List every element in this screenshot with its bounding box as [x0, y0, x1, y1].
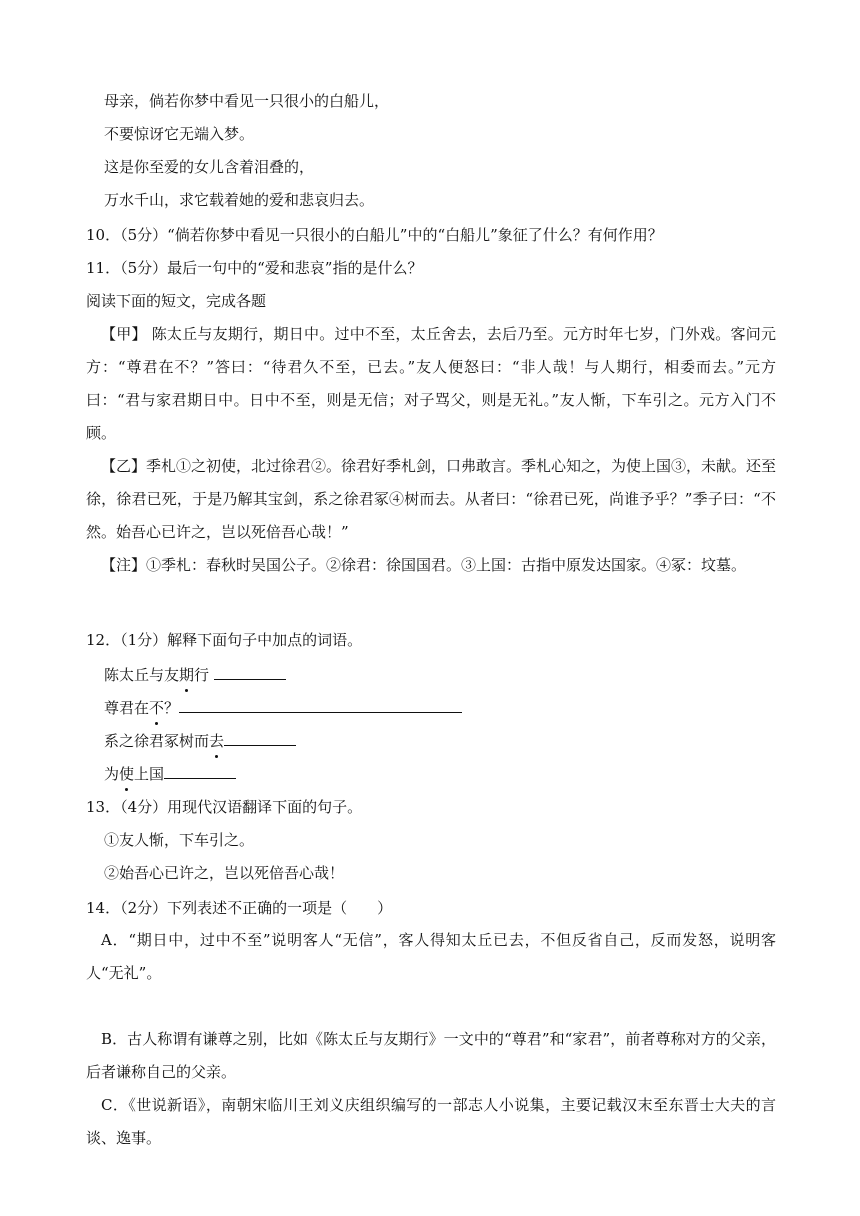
dotted-word: 不	[149, 699, 165, 717]
option-b: B．古人称谓有谦尊之别，比如《陈太丘与友期行》一文中的“尊君”和“家君”，前者尊称对方的父亲，后者谦称自己的父亲。	[86, 1030, 776, 1081]
passage-jia: 【甲】 陈太丘与友期行，期日中。过中不至，太丘舍去，去后乃至。元方时年七岁，门外戏。客问元方：“尊君在不？”答曰：“待君久不至，已去。”友人便怒曰：“非人哉！与人期行，相委而去。”元方曰：“君与家君期日中。日中不至，则是无信；对子骂父，则是无礼。”友人惭，下车引之。元方入门不顾。	[86, 325, 776, 442]
answer-blank[interactable]	[214, 663, 286, 680]
option-a: A．“期日中，过中不至”说明客人“无信”，客人得知太丘已去，不但反省自己，反而发怒，说明客人“无礼”。	[86, 931, 776, 982]
question-13-title: 13．（4分）用现代汉语翻译下面的句子。	[86, 798, 363, 816]
poem-line: 这是你至爱的女儿含着泪叠的，	[104, 158, 315, 176]
question-12-title: 12．（1分）解释下面句子中加点的词语。	[86, 631, 363, 649]
q13-item: ①友人惭，下车引之。	[104, 831, 255, 849]
poem-line: 母亲，倘若你梦中看见一只很小的白船儿，	[104, 92, 390, 110]
question-14-title: 14．（2分）下列表述不正确的一项是（ ）	[86, 899, 393, 917]
option-c: C．《世说新语》，南朝宋临川王刘义庆组织编写的一部志人小说集，主要记载汉末至东晋士大夫的言谈、逸事。	[86, 1096, 776, 1147]
question-11: 11．（5分）最后一句中的“爱和悲哀”指的是什么？	[86, 259, 423, 277]
q12-item: 为使上国	[104, 762, 236, 784]
dotted-word: 去	[209, 732, 225, 750]
q13-item: ②始吾心已许之，岂以死倍吾心哉！	[104, 864, 345, 882]
passage-yi: 【乙】季札①之初使，北过徐君②。徐君好季札剑，口弗敢言。季札心知之，为使上国③，未献。还至徐，徐君已死，于是乃解其宝剑，系之徐君冢④树而去。从者曰：“徐君已死，尚谁予乎？”季子曰：“不然。始吾心已许之，岂以死倍吾心哉！”	[86, 457, 777, 541]
q12-item: 陈太丘与友期行	[104, 663, 286, 685]
dotted-word: 期	[179, 666, 195, 684]
answer-blank[interactable]	[179, 696, 462, 713]
answer-blank[interactable]	[224, 729, 296, 746]
question-10: 10．（5分）“倘若你梦中看见一只很小的白船儿”中的“白船儿”象征了什么？有何作用？	[86, 226, 663, 244]
q12-item: 系之徐君冢树而去	[104, 729, 296, 751]
annotation-note: 【注】①季札：春秋时吴国公子。②徐君：徐国国君。③上国：古指中原发达国家。④冢：坟墓。	[101, 556, 747, 574]
dotted-word: 使	[119, 765, 135, 783]
poem-line: 不要惊讶它无端入梦。	[104, 125, 255, 143]
q12-item: 尊君在不？	[104, 696, 462, 718]
poem-line: 万水千山，求它载着她的爱和悲哀归去。	[104, 191, 375, 209]
answer-blank[interactable]	[164, 762, 236, 779]
reading-intro: 阅读下面的短文，完成各题	[86, 292, 267, 310]
